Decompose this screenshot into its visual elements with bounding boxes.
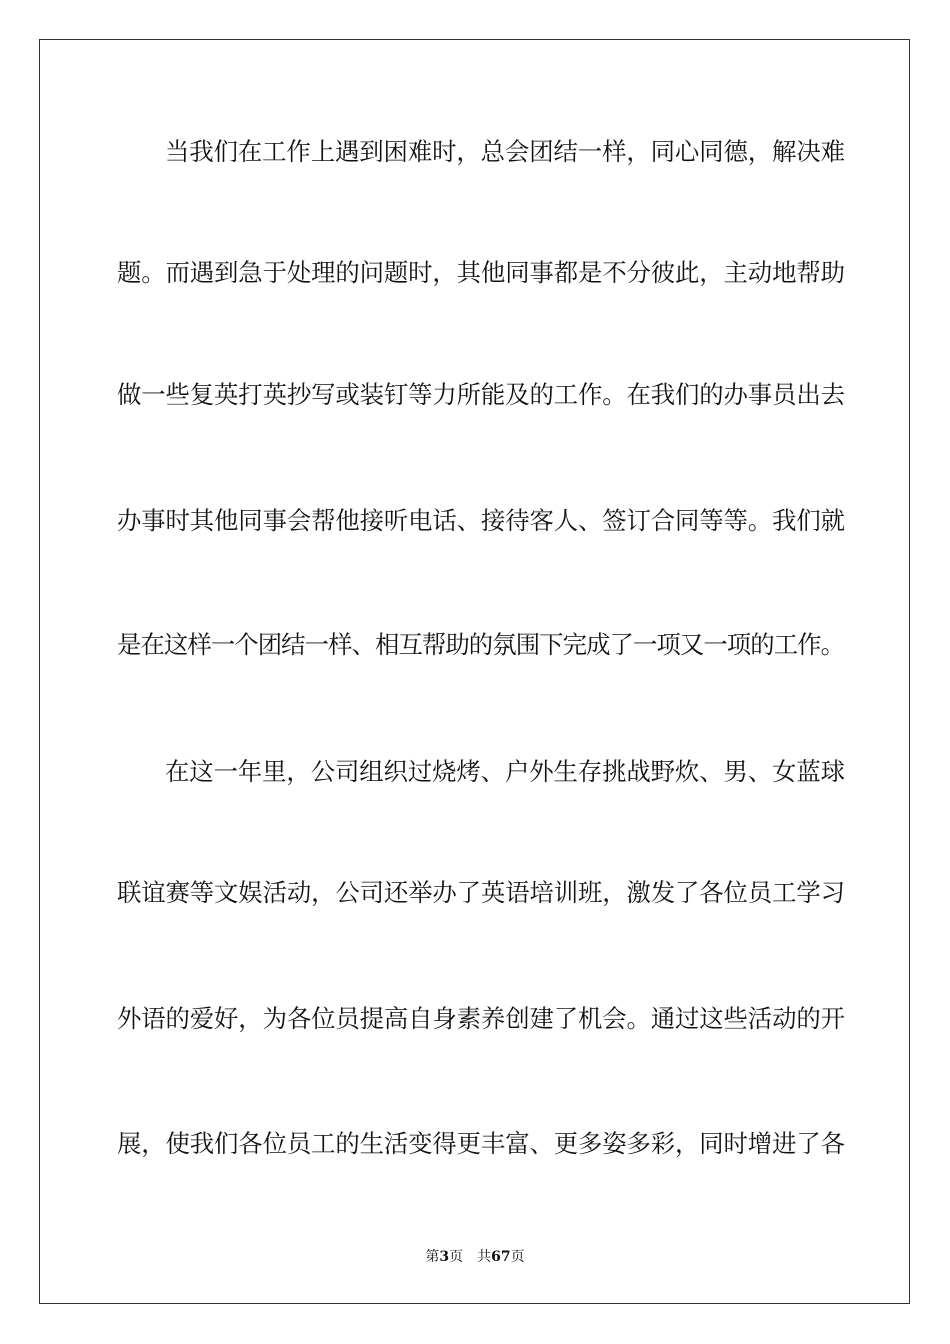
total-suffix: 页	[510, 1249, 525, 1265]
page-number: 3	[439, 1249, 450, 1265]
text-line-content: 外语的爱好，为各位员提高自身素养创建了机会。通过这些活动的开	[117, 1004, 845, 1033]
text-line-content: 做一些复英打英抄写或装钉等力所能及的工作。在我们的办事员出去	[117, 380, 845, 409]
text-line-content: 题。而遇到急于处理的问题时，其他同事都是不分彼此，主动地帮助	[117, 258, 845, 287]
text-line-content: 在这一年里，公司组织过烧烤、户外生存挑战野炊、男、女蓝球	[165, 757, 845, 786]
page-footer	[0, 1248, 950, 1266]
page-prefix: 第	[425, 1249, 440, 1265]
total-pages: 67	[491, 1249, 511, 1265]
text-line-content: 当我们在工作上遇到困难时，总会团结一样，同心同德，解决难	[165, 137, 845, 166]
page-border	[39, 39, 910, 1304]
text-line-content: 联谊赛等文娱活动，公司还举办了英语培训班，激发了各位员工学习	[117, 878, 845, 907]
text-line-content: 办事时其他同事会帮他接听电话、接待客人、签订合同等等。我们就	[117, 506, 845, 535]
total-prefix: 共	[477, 1249, 492, 1265]
page-suffix: 页	[449, 1249, 464, 1265]
text-line-content: 是在这样一个团结一样、相互帮助的氛围下完成了一项又一项的工作。	[117, 630, 845, 659]
text-line-content: 展，使我们各位员工的生活变得更丰富、更多姿多彩，同时增进了各	[117, 1129, 845, 1158]
